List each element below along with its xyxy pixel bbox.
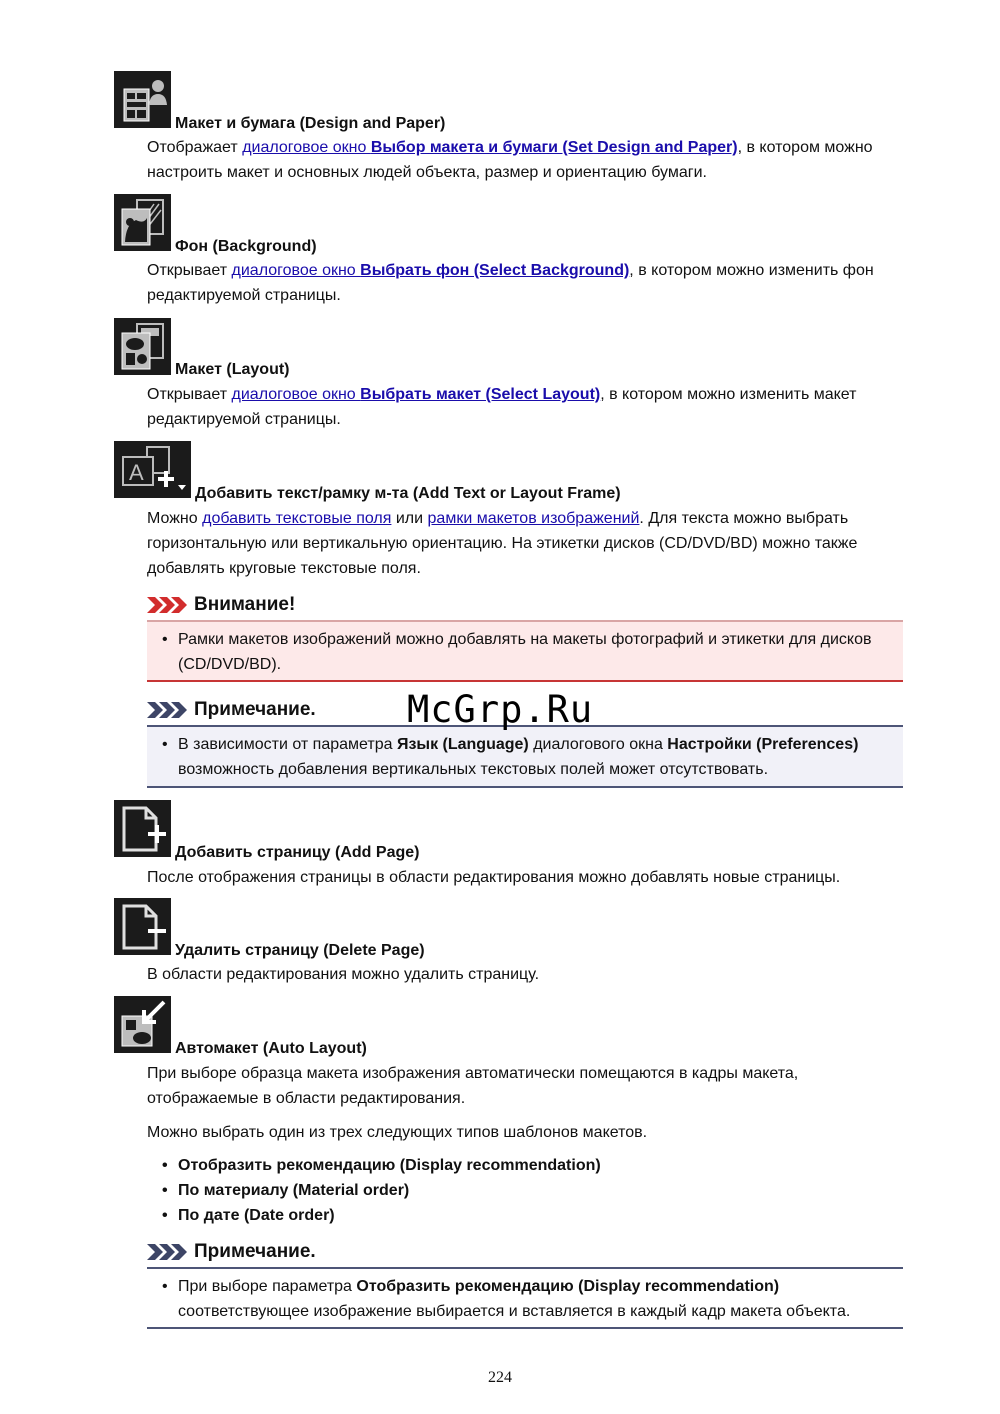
section-title-add-text: Добавить текст/рамку м-та (Add Text or Layout Frame) xyxy=(195,485,621,502)
section-text-background: Открывает диалоговое окно Выбрать фон (Select Background), в котором можно изменить фон редактируемой страницы. xyxy=(147,262,874,304)
list-item: • В зависимости от параметра Язык (Language) диалогового окна Настройки (Preferences) возможность добавления вертикальных текстовых полей может отсутствовать. xyxy=(147,732,903,782)
delete-page-icon xyxy=(114,898,171,955)
list-item: • По материалу (Material order) xyxy=(147,1178,601,1203)
section-text-add-page: После отображения страницы в области редактирования можно добавлять новые страницы. xyxy=(147,869,841,886)
layout-icon xyxy=(114,318,171,375)
select-background-link[interactable]: диалоговое окно Выбрать фон (Select Background) xyxy=(231,262,630,279)
section-title-background: Фон (Background) xyxy=(175,238,317,255)
note-title: Примечание. xyxy=(147,698,316,722)
section-text-auto-layout: При выборе образца макета изображения автоматически помещаются в кадры макета, отображаемые в области редактирования. xyxy=(147,1065,799,1107)
section-title-delete-page: Удалить страницу (Delete Page) xyxy=(175,942,425,959)
note-arrows-icon xyxy=(147,1244,187,1260)
attention-title: Внимание! xyxy=(147,593,295,617)
section-text-delete-page: В области редактирования можно удалить страницу. xyxy=(147,966,540,983)
section-text-auto-layout-types: Можно выбрать один из трех следующих типов шаблонов макетов. xyxy=(147,1124,648,1141)
set-design-paper-link[interactable]: диалоговое окно Выбор макета и бумаги (Set Design and Paper) xyxy=(242,139,738,156)
design-paper-icon xyxy=(114,71,171,128)
svg-text:A: A xyxy=(129,460,144,485)
section-title-add-page: Добавить страницу (Add Page) xyxy=(175,844,420,861)
note-arrows-icon xyxy=(147,702,187,718)
add-text-frame-icon xyxy=(114,441,191,498)
note-box xyxy=(147,725,903,788)
auto-layout-icon xyxy=(114,996,171,1053)
list-item: • Отобразить рекомендацию (Display recommendation) xyxy=(147,1153,601,1178)
section-title-layout: Макет (Layout) xyxy=(175,361,290,378)
add-text-fields-link[interactable]: добавить текстовые поля xyxy=(202,510,392,527)
section-title-auto-layout: Автомакет (Auto Layout) xyxy=(175,1040,367,1057)
page-number: 224 xyxy=(488,1369,512,1386)
section-text-add-text: Можно добавить текстовые поля или рамки макетов изображений. Для текста можно выбрать горизонтальную или вертикальную ориентацию. На этикетки дисков (CD/DVD/BD) можно также добавлять круговые текстовые поля. xyxy=(147,510,858,577)
list-item: • По дате (Date order) xyxy=(147,1203,601,1228)
section-text-layout: Открывает диалоговое окно Выбрать макет (Select Layout), в котором можно изменить макет редактируемой страницы. xyxy=(147,386,857,428)
attention-arrows-icon xyxy=(147,597,187,613)
list-item: • Рамки макетов изображений можно добавлять на макеты фотографий и этикетки для дисков (CD/DVD/BD). xyxy=(147,627,903,677)
section-text-design-paper: Отображает диалоговое окно Выбор макета и бумаги (Set Design and Paper), в котором можно настроить макет и основных людей объекта, размер и ориентацию бумаги. xyxy=(147,139,873,181)
background-icon xyxy=(114,194,171,251)
attention-box xyxy=(147,620,903,682)
watermark: McGrp.Ru xyxy=(407,688,594,731)
note-box xyxy=(147,1267,903,1329)
note-title: Примечание. xyxy=(147,1240,316,1264)
select-layout-link[interactable]: диалоговое окно Выбрать макет (Select Layout) xyxy=(231,386,601,403)
add-page-icon xyxy=(114,800,171,857)
list-item: • При выборе параметра Отобразить рекомендацию (Display recommendation) соответствующее изображение выбирается и вставляется в каждый кадр макета объекта. xyxy=(147,1274,903,1324)
section-title-design-paper: Макет и бумага (Design and Paper) xyxy=(175,115,446,132)
layout-types-list xyxy=(147,1153,601,1228)
image-layout-frames-link[interactable]: рамки макетов изображений xyxy=(427,510,640,527)
